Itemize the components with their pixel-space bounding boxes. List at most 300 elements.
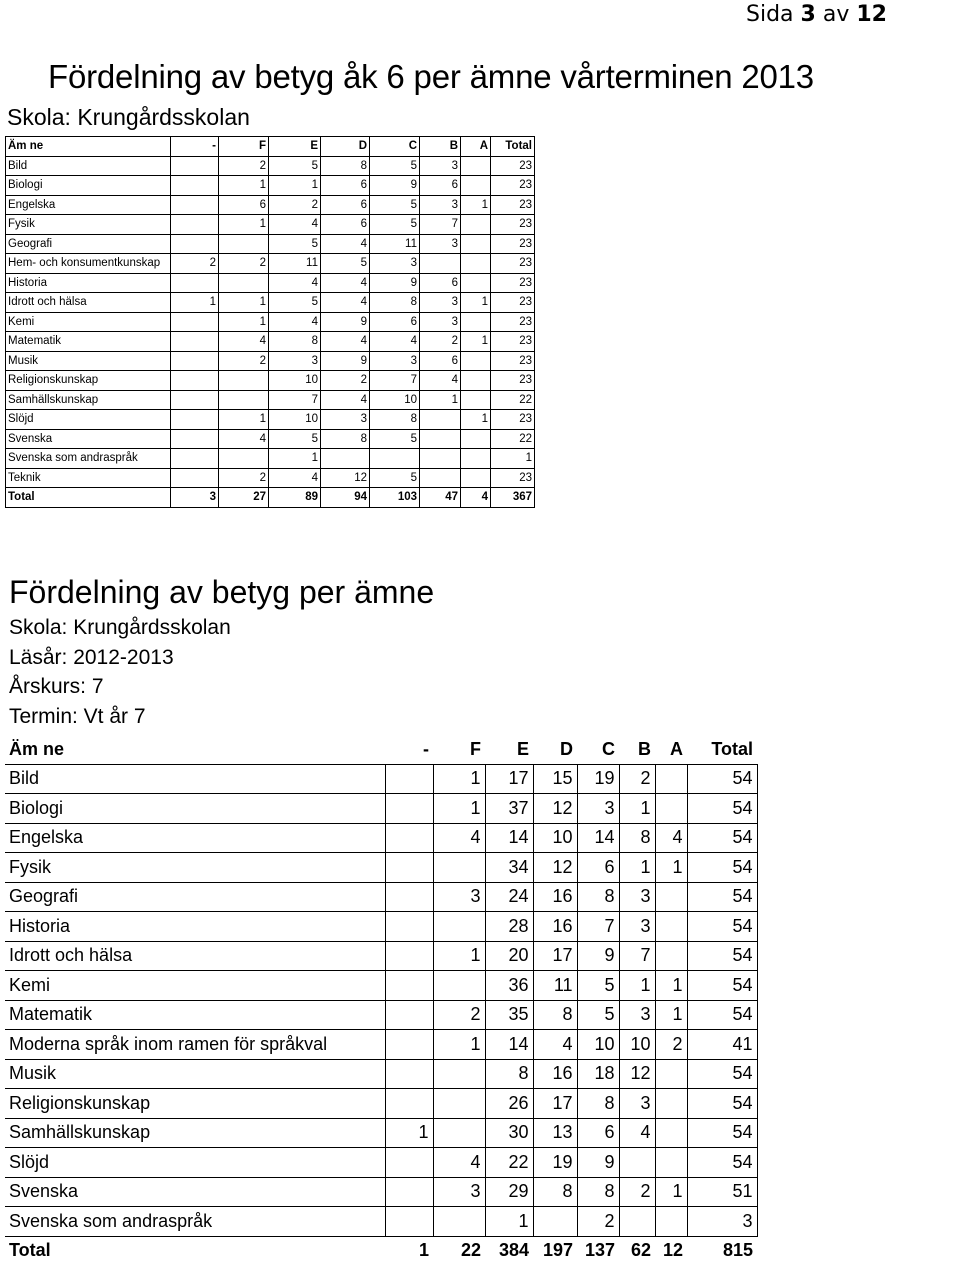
- grade-count-cell: 10: [619, 1030, 655, 1060]
- grade-count-cell: 54: [687, 764, 757, 794]
- grade-table-year6: [5, 136, 535, 508]
- table-row: [5, 1059, 757, 1089]
- grade-count-cell: 3: [420, 293, 461, 313]
- grade-count-cell: 54: [687, 823, 757, 853]
- grade-count-cell: 10: [269, 371, 321, 391]
- grade-count-cell: [461, 176, 491, 196]
- grade-count-cell: 54: [687, 1148, 757, 1178]
- grade-count-cell: 20: [485, 941, 533, 971]
- grade-count-cell: 23: [491, 215, 535, 235]
- grade-count-cell: 4: [219, 429, 269, 449]
- subject-cell: Svenska: [6, 429, 171, 449]
- grade-count-cell: [461, 273, 491, 293]
- total-cell: 47: [420, 488, 461, 508]
- grade-count-cell: [385, 1000, 433, 1030]
- grade-count-cell: [655, 882, 687, 912]
- subject-cell: Musik: [6, 351, 171, 371]
- table-row: [6, 449, 535, 469]
- grade-count-cell: 2: [219, 156, 269, 176]
- grade-count-cell: 17: [485, 764, 533, 794]
- grade-count-cell: 28: [485, 912, 533, 942]
- grade-count-cell: 54: [687, 1089, 757, 1119]
- grade-count-cell: 6: [321, 195, 370, 215]
- table-row: [5, 912, 757, 942]
- table-row: [6, 195, 535, 215]
- table-row: [6, 293, 535, 313]
- subject-cell: Engelska: [5, 823, 385, 853]
- table-row: [5, 1089, 757, 1119]
- grade-count-cell: 16: [533, 1059, 577, 1089]
- grade-count-cell: [461, 390, 491, 410]
- subject-cell: Kemi: [6, 312, 171, 332]
- grade-count-cell: 4: [321, 234, 370, 254]
- grade-count-cell: 1: [219, 312, 269, 332]
- column-header: C: [602, 738, 615, 759]
- grade-count-cell: 7: [577, 912, 619, 942]
- table-row: [6, 215, 535, 235]
- grade-count-cell: [655, 794, 687, 824]
- grade-count-cell: [385, 1059, 433, 1089]
- grade-count-cell: 24: [485, 882, 533, 912]
- subject-cell: Matematik: [5, 1000, 385, 1030]
- grade-count-cell: 9: [321, 312, 370, 332]
- table-row: [5, 1207, 757, 1237]
- grade-count-cell: 4: [269, 215, 321, 235]
- grade-count-cell: 6: [577, 853, 619, 883]
- grade-count-cell: [433, 912, 485, 942]
- grade-count-cell: [385, 853, 433, 883]
- subject-cell: Slöjd: [6, 410, 171, 430]
- grade-count-cell: [385, 823, 433, 853]
- grade-count-cell: 5: [370, 215, 420, 235]
- grade-count-cell: [219, 234, 269, 254]
- grade-count-cell: 4: [321, 273, 370, 293]
- grade-count-cell: [655, 1118, 687, 1148]
- column-header: B: [420, 137, 461, 157]
- grade-count-cell: 3: [420, 156, 461, 176]
- grade-count-cell: 1: [219, 410, 269, 430]
- grade-count-cell: 23: [491, 312, 535, 332]
- grade-count-cell: 3: [619, 912, 655, 942]
- grade-count-cell: [461, 449, 491, 469]
- grade-count-cell: [433, 1089, 485, 1119]
- grade-count-cell: [171, 449, 219, 469]
- section1-title: Fördelning av betyg åk 6 per ämne vårterminen 2013: [48, 58, 814, 95]
- grade-count-cell: 6: [577, 1118, 619, 1148]
- grade-count-cell: 5: [269, 293, 321, 313]
- page-number: Sida 3 av 12: [746, 2, 887, 27]
- grade-count-cell: 8: [269, 332, 321, 352]
- subject-cell: Biologi: [5, 794, 385, 824]
- grade-count-cell: 5: [269, 234, 321, 254]
- grade-count-cell: [385, 1089, 433, 1119]
- table-row: [6, 312, 535, 332]
- grade-count-cell: 11: [533, 971, 577, 1001]
- total-label: Total: [5, 1236, 385, 1265]
- grade-count-cell: 2: [619, 764, 655, 794]
- grade-count-cell: 23: [491, 351, 535, 371]
- grade-count-cell: 9: [370, 273, 420, 293]
- subject-cell: Geografi: [5, 882, 385, 912]
- grade-count-cell: [433, 1118, 485, 1148]
- table-row: [5, 1148, 757, 1178]
- grade-count-cell: 7: [370, 371, 420, 391]
- table-header-row: [6, 137, 535, 157]
- grade-count-cell: [461, 468, 491, 488]
- table-row: [6, 176, 535, 196]
- section2-term: Termin: Vt år 7: [9, 705, 146, 728]
- table-row: [5, 882, 757, 912]
- grade-count-cell: [461, 254, 491, 274]
- grade-count-cell: 1: [461, 293, 491, 313]
- grade-count-cell: 2: [219, 254, 269, 274]
- grade-count-cell: [171, 195, 219, 215]
- grade-count-cell: [461, 351, 491, 371]
- grade-count-cell: 1: [219, 215, 269, 235]
- table-row: [6, 468, 535, 488]
- table-row: [5, 823, 757, 853]
- grade-count-cell: 1: [433, 794, 485, 824]
- grade-count-cell: 9: [577, 1148, 619, 1178]
- grade-count-cell: 51: [687, 1177, 757, 1207]
- grade-count-cell: 3: [433, 882, 485, 912]
- grade-count-cell: [385, 941, 433, 971]
- grade-count-cell: 5: [269, 429, 321, 449]
- grade-count-cell: 1: [219, 176, 269, 196]
- total-cell: 27: [219, 488, 269, 508]
- subject-cell: Svenska som andraspråk: [5, 1207, 385, 1237]
- grade-count-cell: [171, 390, 219, 410]
- subject-cell: Historia: [6, 273, 171, 293]
- table-row: [5, 794, 757, 824]
- total-cell: 4: [461, 488, 491, 508]
- grade-count-cell: [619, 1148, 655, 1178]
- grade-count-cell: [420, 468, 461, 488]
- grade-count-cell: 8: [577, 882, 619, 912]
- column-header: D: [321, 137, 370, 157]
- grade-count-cell: 18: [577, 1059, 619, 1089]
- subject-cell: Bild: [6, 156, 171, 176]
- subject-cell: Teknik: [6, 468, 171, 488]
- table-row: [6, 410, 535, 430]
- subject-cell: Slöjd: [5, 1148, 385, 1178]
- grade-count-cell: 4: [433, 1148, 485, 1178]
- grade-count-cell: [533, 1207, 577, 1237]
- grade-table-year7: [5, 735, 758, 1265]
- grade-count-cell: [433, 1207, 485, 1237]
- grade-count-cell: 54: [687, 971, 757, 1001]
- grade-count-cell: 29: [485, 1177, 533, 1207]
- grade-count-cell: 23: [491, 332, 535, 352]
- grade-count-cell: 54: [687, 1000, 757, 1030]
- grade-count-cell: 10: [269, 410, 321, 430]
- table-row: [5, 1118, 757, 1148]
- grade-count-cell: [385, 882, 433, 912]
- grade-count-cell: [219, 390, 269, 410]
- grade-count-cell: 6: [370, 312, 420, 332]
- grade-count-cell: [171, 215, 219, 235]
- grade-count-cell: 54: [687, 912, 757, 942]
- grade-count-cell: 35: [485, 1000, 533, 1030]
- grade-count-cell: 1: [420, 390, 461, 410]
- grade-count-cell: 2: [219, 351, 269, 371]
- subject-cell: Bild: [5, 764, 385, 794]
- section1-school: Skola: Krungårdsskolan: [7, 104, 250, 130]
- grade-count-cell: 54: [687, 882, 757, 912]
- grade-count-cell: [321, 449, 370, 469]
- grade-count-cell: 12: [533, 794, 577, 824]
- grade-count-cell: [461, 371, 491, 391]
- grade-count-cell: [655, 912, 687, 942]
- grade-count-cell: 4: [655, 823, 687, 853]
- grade-count-cell: 54: [687, 941, 757, 971]
- grade-count-cell: 23: [491, 371, 535, 391]
- grade-count-cell: 1: [619, 853, 655, 883]
- grade-count-cell: 54: [687, 1118, 757, 1148]
- grade-count-cell: [219, 449, 269, 469]
- grade-count-cell: 2: [321, 371, 370, 391]
- grade-count-cell: 5: [370, 156, 420, 176]
- column-header: C: [370, 137, 420, 157]
- column-header: Total: [711, 738, 753, 759]
- grade-count-cell: [171, 332, 219, 352]
- grade-count-cell: 4: [269, 468, 321, 488]
- grade-count-cell: 4: [533, 1030, 577, 1060]
- column-header: -: [423, 738, 429, 759]
- grade-count-cell: [420, 449, 461, 469]
- grade-count-cell: 1: [619, 971, 655, 1001]
- grade-count-cell: 5: [370, 195, 420, 215]
- grade-count-cell: 6: [321, 176, 370, 196]
- grade-count-cell: 1: [269, 449, 321, 469]
- subject-cell: Historia: [5, 912, 385, 942]
- grade-count-cell: 1: [485, 1207, 533, 1237]
- table-row: [6, 234, 535, 254]
- grade-count-cell: 1: [171, 293, 219, 313]
- grade-count-cell: 1: [655, 853, 687, 883]
- grade-count-cell: [433, 1059, 485, 1089]
- grade-count-cell: [385, 1207, 433, 1237]
- grade-count-cell: 4: [370, 332, 420, 352]
- grade-count-cell: 3: [420, 312, 461, 332]
- grade-count-cell: 12: [533, 853, 577, 883]
- table-row: [5, 853, 757, 883]
- column-header-subject: Äm ne: [6, 137, 171, 157]
- grade-count-cell: 15: [533, 764, 577, 794]
- total-cell: 103: [370, 488, 420, 508]
- grade-count-cell: [655, 1089, 687, 1119]
- total-cell: 367: [491, 488, 535, 508]
- grade-count-cell: 3: [370, 254, 420, 274]
- table-row: [6, 273, 535, 293]
- table-row: [5, 971, 757, 1001]
- grade-count-cell: [655, 764, 687, 794]
- grade-count-cell: 17: [533, 1089, 577, 1119]
- grade-count-cell: 5: [269, 156, 321, 176]
- grade-count-cell: [385, 1148, 433, 1178]
- grade-count-cell: 3: [619, 1089, 655, 1119]
- grade-count-cell: 3: [269, 351, 321, 371]
- grade-count-cell: 13: [533, 1118, 577, 1148]
- grade-count-cell: 30: [485, 1118, 533, 1148]
- grade-count-cell: [385, 912, 433, 942]
- grade-count-cell: [171, 371, 219, 391]
- grade-count-cell: 2: [433, 1000, 485, 1030]
- grade-count-cell: 1: [385, 1118, 433, 1148]
- grade-count-cell: [461, 234, 491, 254]
- grade-count-cell: 3: [619, 882, 655, 912]
- grade-count-cell: 2: [619, 1177, 655, 1207]
- grade-count-cell: 1: [491, 449, 535, 469]
- grade-count-cell: 4: [269, 312, 321, 332]
- grade-count-cell: 3: [619, 1000, 655, 1030]
- total-cell: 197: [533, 1236, 577, 1265]
- grade-count-cell: 23: [491, 176, 535, 196]
- subject-cell: Fysik: [6, 215, 171, 235]
- table-row: [5, 1030, 757, 1060]
- grade-count-cell: 3: [687, 1207, 757, 1237]
- grade-count-cell: 23: [491, 273, 535, 293]
- grade-count-cell: 10: [370, 390, 420, 410]
- grade-count-cell: 5: [321, 254, 370, 274]
- grade-count-cell: 4: [321, 390, 370, 410]
- grade-count-cell: 6: [219, 195, 269, 215]
- subject-cell: Biologi: [6, 176, 171, 196]
- table-row: [5, 764, 757, 794]
- table-row: [6, 254, 535, 274]
- column-header: B: [638, 738, 651, 759]
- subject-cell: Geografi: [6, 234, 171, 254]
- grade-count-cell: 6: [420, 273, 461, 293]
- grade-count-cell: 11: [370, 234, 420, 254]
- subject-cell: Matematik: [6, 332, 171, 352]
- subject-cell: Svenska som andraspråk: [6, 449, 171, 469]
- grade-count-cell: 8: [485, 1059, 533, 1089]
- column-header: A: [670, 738, 683, 759]
- grade-count-cell: [385, 764, 433, 794]
- grade-count-cell: 54: [687, 794, 757, 824]
- grade-count-cell: [655, 941, 687, 971]
- grade-count-cell: [219, 273, 269, 293]
- grade-count-cell: [385, 1177, 433, 1207]
- grade-count-cell: 14: [577, 823, 619, 853]
- grade-count-cell: 1: [461, 195, 491, 215]
- grade-count-cell: 2: [577, 1207, 619, 1237]
- grade-count-cell: 8: [533, 1000, 577, 1030]
- grade-count-cell: 23: [491, 293, 535, 313]
- grade-count-cell: 8: [321, 156, 370, 176]
- grade-count-cell: 22: [491, 390, 535, 410]
- column-header: E: [269, 137, 321, 157]
- grade-count-cell: 7: [619, 941, 655, 971]
- grade-count-cell: 23: [491, 195, 535, 215]
- grade-count-cell: 1: [219, 293, 269, 313]
- grade-count-cell: [420, 429, 461, 449]
- total-cell: 1: [385, 1236, 433, 1265]
- grade-count-cell: [655, 1059, 687, 1089]
- section2-year: Läsår: 2012-2013: [9, 646, 174, 669]
- grade-count-cell: 4: [619, 1118, 655, 1148]
- grade-count-cell: 9: [577, 941, 619, 971]
- grade-count-cell: 1: [461, 332, 491, 352]
- grade-count-cell: 36: [485, 971, 533, 1001]
- grade-count-cell: 11: [269, 254, 321, 274]
- subject-cell: Musik: [5, 1059, 385, 1089]
- grade-count-cell: [461, 215, 491, 235]
- grade-count-cell: [171, 429, 219, 449]
- grade-count-cell: [385, 794, 433, 824]
- table-row: [6, 332, 535, 352]
- grade-count-cell: 1: [433, 764, 485, 794]
- grade-count-cell: 16: [533, 882, 577, 912]
- grade-count-cell: 34: [485, 853, 533, 883]
- table-header-row: [5, 735, 757, 764]
- grade-count-cell: 3: [577, 794, 619, 824]
- grade-count-cell: 8: [577, 1089, 619, 1119]
- grade-count-cell: 19: [577, 764, 619, 794]
- grade-count-cell: [385, 1030, 433, 1060]
- grade-count-cell: 14: [485, 823, 533, 853]
- grade-count-cell: [619, 1207, 655, 1237]
- grade-count-cell: 1: [433, 941, 485, 971]
- section2-school: Skola: Krungårdsskolan: [9, 616, 231, 639]
- grade-count-cell: 8: [577, 1177, 619, 1207]
- grade-count-cell: [420, 410, 461, 430]
- grade-count-cell: 1: [619, 794, 655, 824]
- subject-cell: Idrott och hälsa: [5, 941, 385, 971]
- grade-count-cell: 6: [420, 351, 461, 371]
- subject-cell: Fysik: [5, 853, 385, 883]
- grade-count-cell: [171, 176, 219, 196]
- subject-cell: Hem- och konsumentkunskap: [6, 254, 171, 274]
- grade-count-cell: 7: [269, 390, 321, 410]
- grade-count-cell: 4: [321, 293, 370, 313]
- grade-count-cell: 54: [687, 853, 757, 883]
- grade-count-cell: 41: [687, 1030, 757, 1060]
- table-row: [6, 429, 535, 449]
- grade-count-cell: [171, 468, 219, 488]
- table-total-row: [5, 1236, 757, 1265]
- grade-count-cell: 16: [533, 912, 577, 942]
- table-row: [6, 390, 535, 410]
- grade-count-cell: [171, 234, 219, 254]
- grade-count-cell: 10: [577, 1030, 619, 1060]
- grade-count-cell: [171, 312, 219, 332]
- section2-title: Fördelning av betyg per ämne: [9, 574, 435, 610]
- table-row: [6, 351, 535, 371]
- grade-count-cell: 4: [321, 332, 370, 352]
- grade-count-cell: 10: [533, 823, 577, 853]
- grade-count-cell: [385, 971, 433, 1001]
- grade-count-cell: [655, 1207, 687, 1237]
- subject-cell: Idrott och hälsa: [6, 293, 171, 313]
- grade-count-cell: [461, 312, 491, 332]
- grade-count-cell: 2: [171, 254, 219, 274]
- total-cell: 12: [655, 1236, 687, 1265]
- grade-count-cell: 12: [321, 468, 370, 488]
- grade-count-cell: 1: [433, 1030, 485, 1060]
- grade-count-cell: 2: [655, 1030, 687, 1060]
- subject-cell: Religionskunskap: [5, 1089, 385, 1119]
- grade-count-cell: 8: [619, 823, 655, 853]
- grade-count-cell: 4: [433, 823, 485, 853]
- total-cell: 384: [485, 1236, 533, 1265]
- grade-count-cell: 5: [577, 971, 619, 1001]
- subject-cell: Moderna språk inom ramen för språkval: [5, 1030, 385, 1060]
- grade-count-cell: 23: [491, 254, 535, 274]
- grade-count-cell: 1: [655, 1000, 687, 1030]
- column-header: F: [470, 738, 481, 759]
